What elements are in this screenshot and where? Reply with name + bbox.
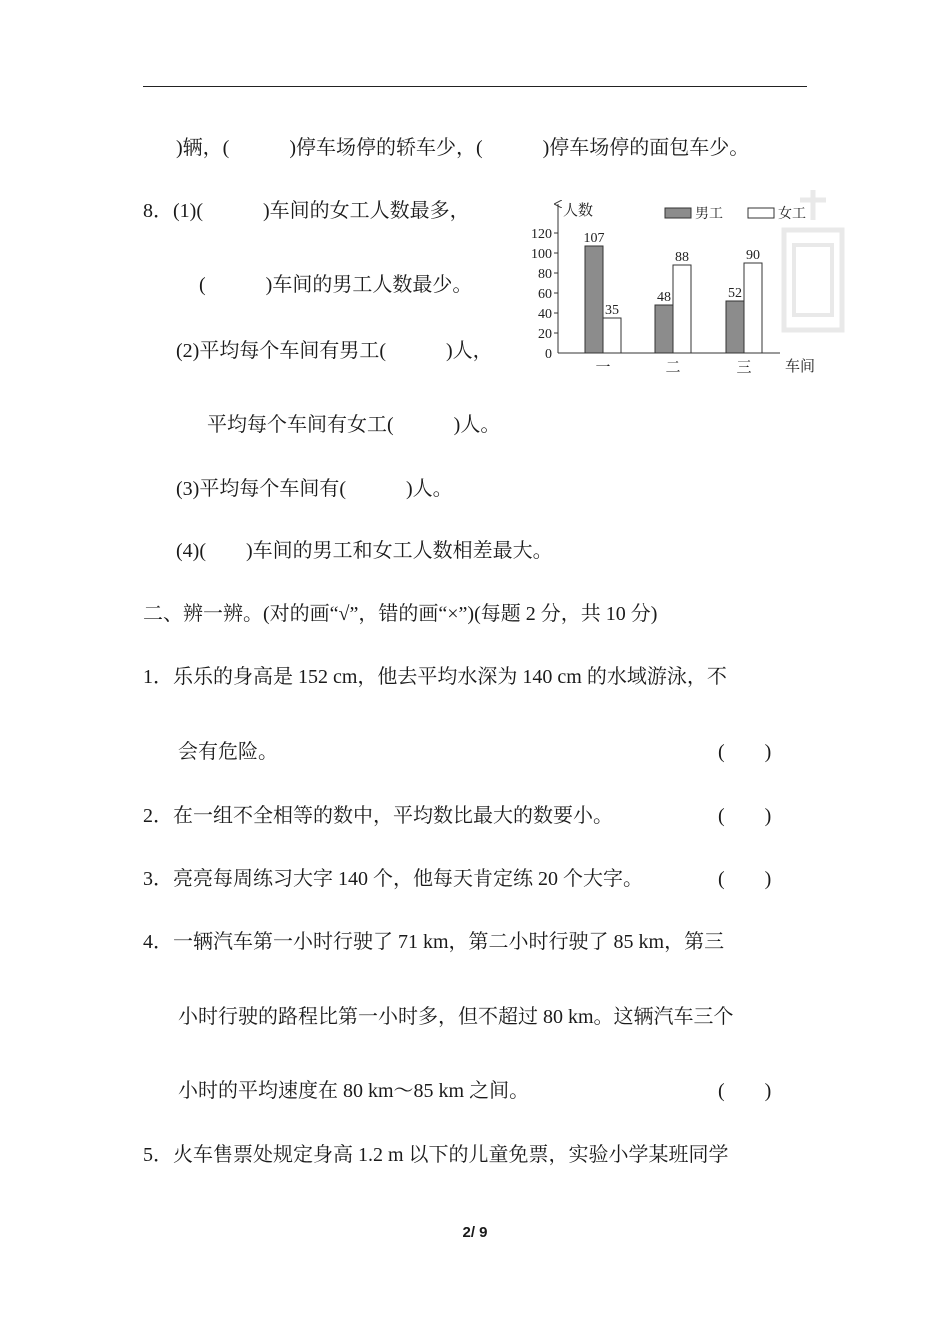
- answer-paren-4[interactable]: ( ): [718, 1080, 772, 1102]
- bar-female: [744, 263, 762, 353]
- page-number: 2/ 9: [462, 1224, 488, 1241]
- section-2-heading: 二、辨一辨。(对的画“√”，错的画“×”)(每题 2 分，共 10 分): [143, 603, 658, 625]
- q8-part3: (3)平均每个车间有( )人。: [176, 478, 453, 500]
- bar-female: [673, 265, 691, 353]
- judge-4-line1: 4．一辆汽车第一小时行驶了 71 km，第二小时行驶了 85 km，第三: [143, 931, 725, 953]
- y-axis-label: 人数: [563, 203, 594, 219]
- answer-paren-2[interactable]: ( ): [718, 805, 772, 827]
- answer-paren-3[interactable]: ( ): [718, 868, 772, 890]
- q8-part1-line1: 8．(1)( )车间的女工人数最多，: [143, 200, 470, 222]
- y-tick-label: 100: [531, 247, 552, 262]
- q8-part4: (4)( )车间的男工和女工人数相差最大。: [176, 540, 553, 562]
- q8-part1-line2: ( )车间的男工人数最少。: [199, 274, 473, 296]
- legend-label: 女工: [778, 207, 806, 222]
- bar-male: [726, 301, 744, 353]
- judge-1-line2: 会有危险。: [178, 741, 278, 763]
- bar-female: [603, 318, 621, 353]
- line-parking-lots: )辆，( )停车场停的轿车少，( )停车场停的面包车少。: [176, 137, 750, 159]
- y-tick-label: 60: [538, 287, 552, 302]
- answer-paren-1[interactable]: ( ): [718, 741, 772, 763]
- bar-value-label: 35: [605, 303, 619, 318]
- y-tick-label: 0: [545, 347, 552, 362]
- q8-part2-line2: 平均每个车间有女工( )人。: [207, 414, 501, 436]
- judge-2: 2．在一组不全相等的数中，平均数比最大的数要小。: [143, 805, 613, 827]
- bar-chart: [515, 190, 825, 380]
- x-tick-label: 三: [736, 360, 752, 376]
- y-tick-label: 20: [538, 327, 552, 342]
- legend-swatch: [665, 208, 691, 218]
- x-tick-label: 二: [665, 360, 681, 376]
- legend-swatch: [748, 208, 774, 218]
- bar-value-label: 88: [675, 250, 689, 265]
- legend-label: 男工: [695, 207, 723, 222]
- x-axis-label: 车间: [785, 359, 816, 375]
- y-tick-label: 80: [538, 267, 552, 282]
- x-tick-label: 一: [595, 360, 611, 376]
- q8-part2-line1: (2)平均每个车间有男工( )人，: [176, 340, 493, 362]
- judge-4-line3: 小时的平均速度在 80 km～85 km 之间。: [178, 1080, 530, 1102]
- bar-value-label: 90: [746, 248, 760, 263]
- judge-4-line2: 小时行驶的路程比第一小时多，但不超过 80 km。这辆汽车三个: [178, 1006, 734, 1028]
- y-tick-label: 120: [531, 227, 552, 242]
- bar-male: [585, 246, 603, 353]
- judge-3: 3．亮亮每周练习大字 140 个，他每天肯定练 20 个大字。: [143, 868, 643, 890]
- y-tick-label: 40: [538, 307, 552, 322]
- bar-value-label: 52: [728, 286, 742, 301]
- bar-value-label: 107: [583, 231, 605, 246]
- judge-5-line1: 5．火车售票处规定身高 1.2 m 以下的儿童免票，实验小学某班同学: [143, 1144, 729, 1166]
- bar-male: [655, 305, 673, 353]
- judge-1-line1: 1．乐乐的身高是 152 cm，他去平均水深为 140 cm 的水域游泳，不: [143, 666, 727, 688]
- bar-value-label: 48: [657, 290, 671, 305]
- top-rule: [143, 86, 807, 87]
